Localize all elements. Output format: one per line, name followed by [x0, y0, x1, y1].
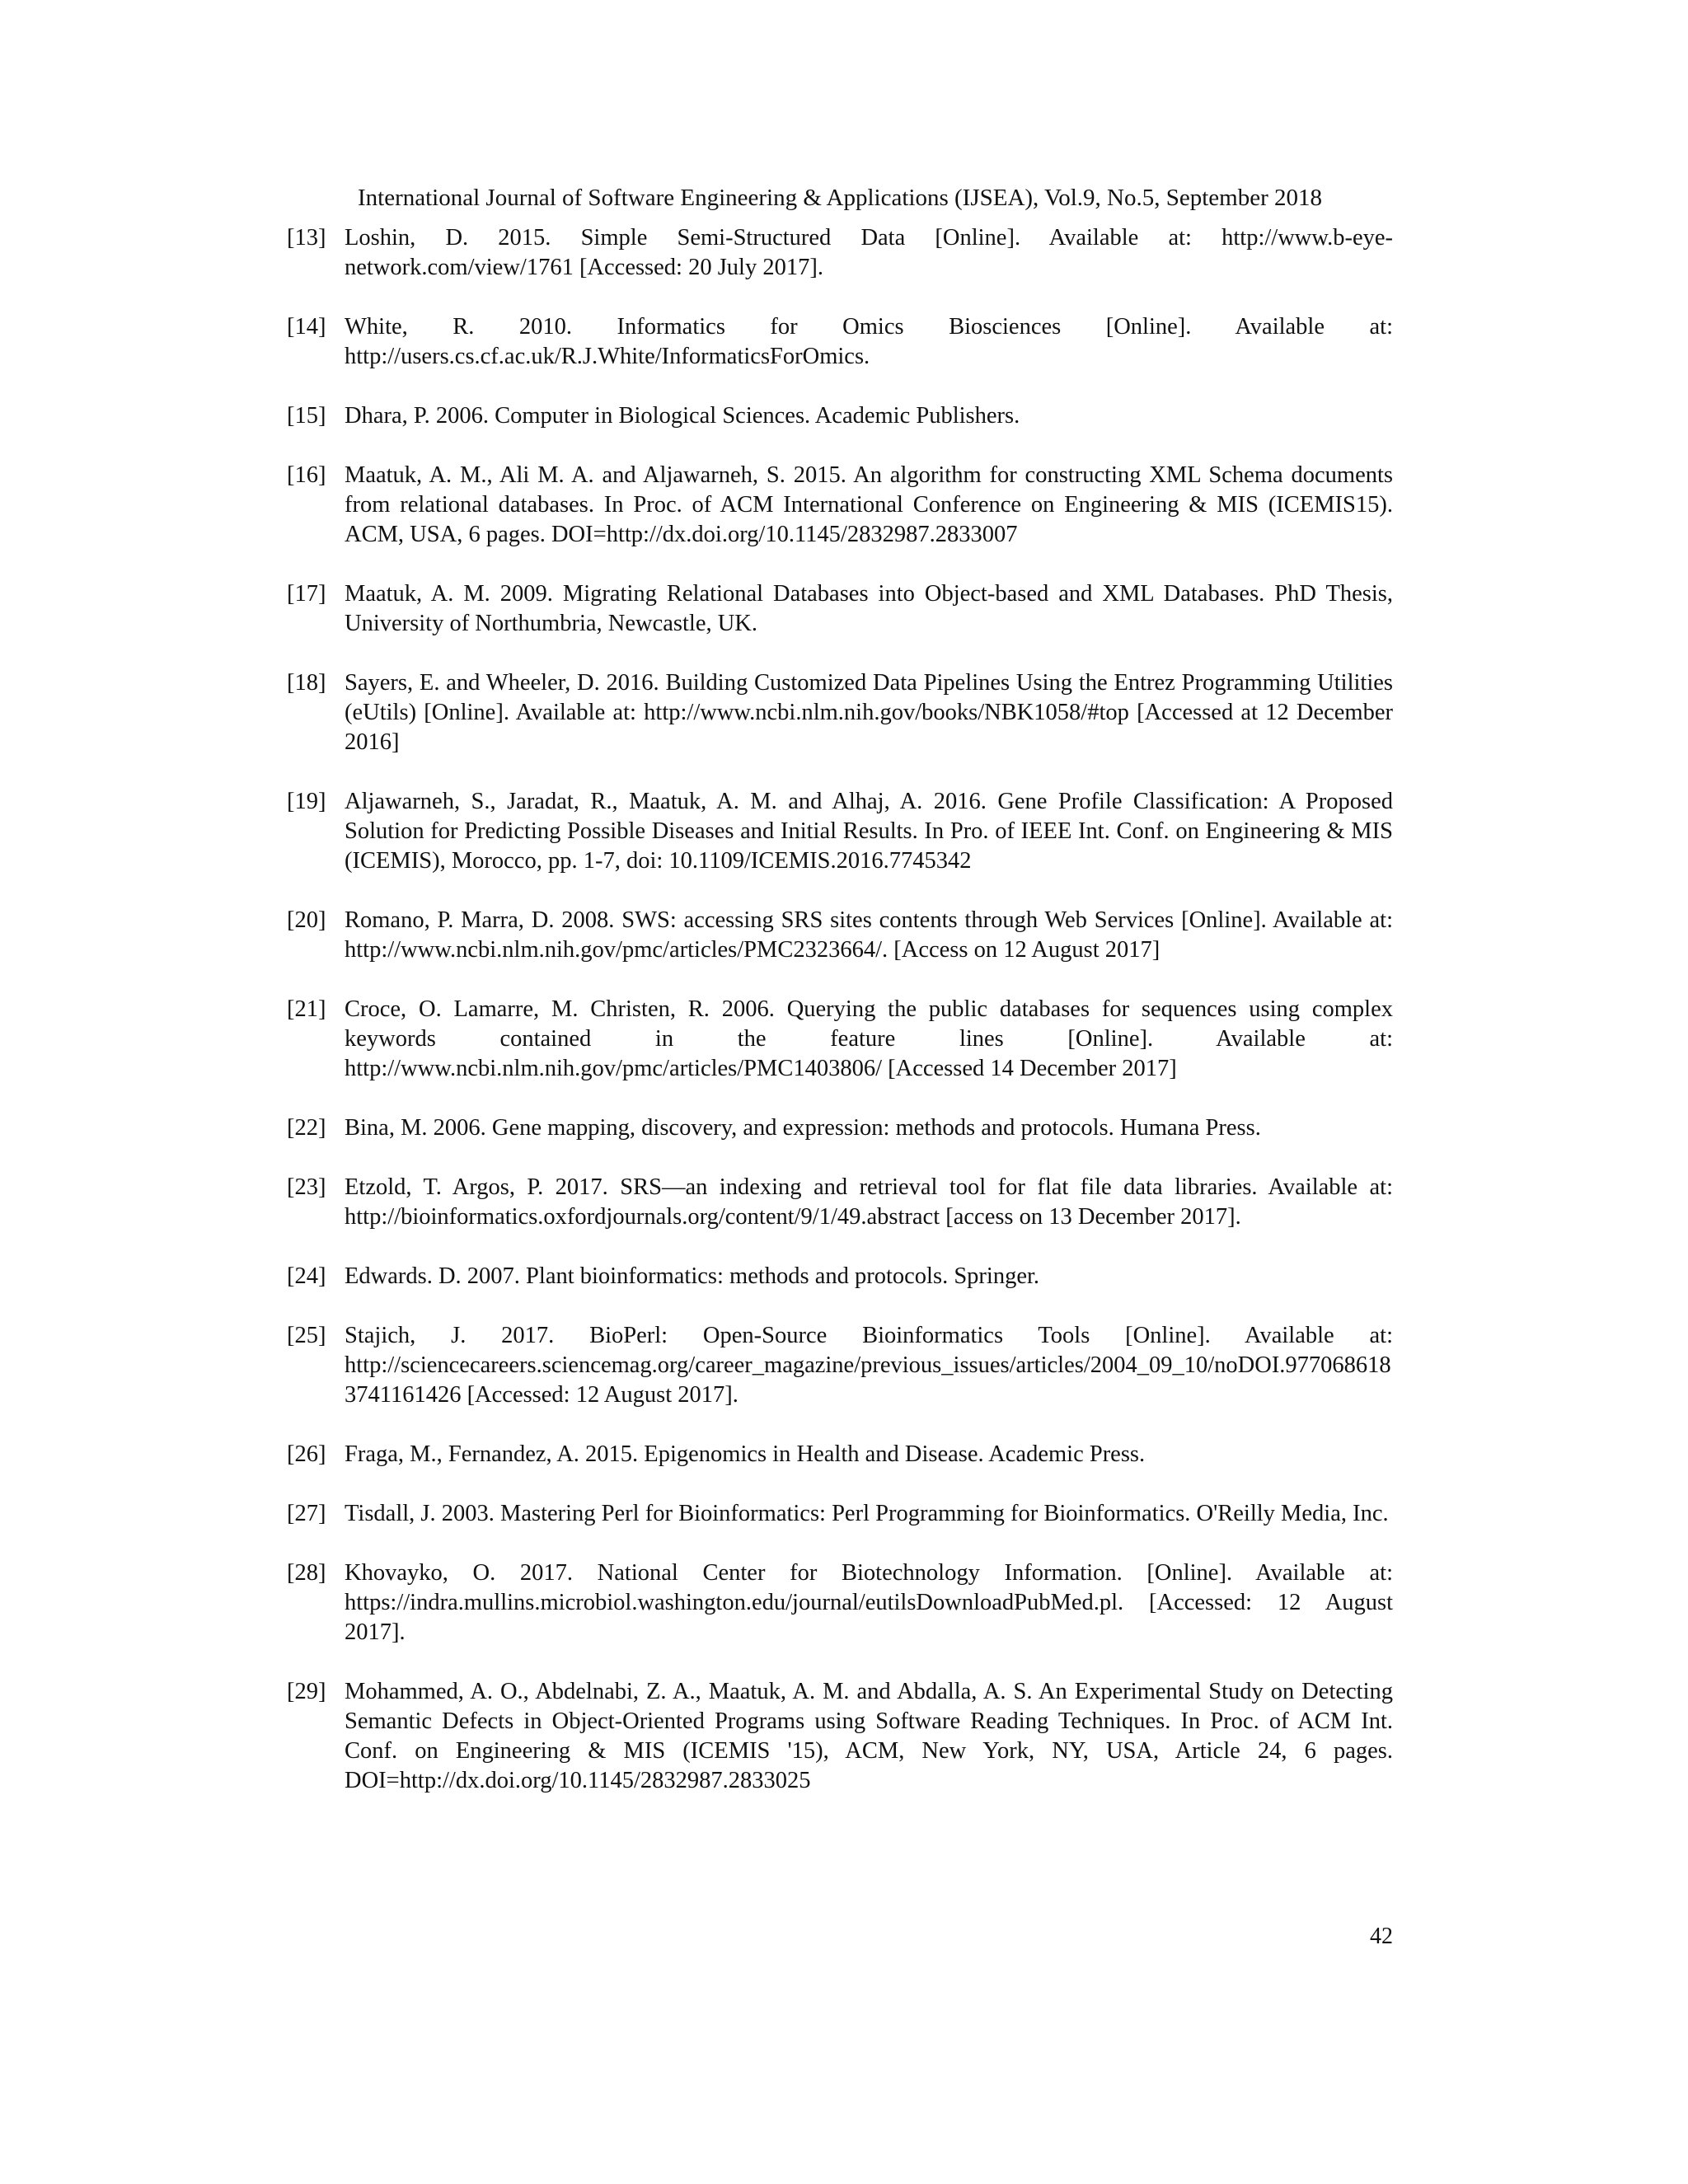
reference-text: Etzold, T. Argos, P. 2017. SRS—an indexing and retrieval tool for flat file data libraries. Available at: http://bioinformatics.oxfordjournals.org/content/9/1/49.abstract [access on 13 December 2017]. [345, 1174, 1393, 1230]
reference-number: [13] [287, 225, 326, 251]
reference-item [287, 668, 1393, 757]
reference-item [287, 1321, 1393, 1410]
reference-number: [19] [287, 789, 326, 814]
reference-number: [16] [287, 462, 326, 488]
reference-text: Aljawarneh, S., Jaradat, R., Maatuk, A. M. and Alhaj, A. 2016. Gene Profile Classification: A Proposed Solution for Predicting Possible Diseases and Initial Results. In Pro. of IEEE Int. Conf. on Engineering & MIS (ICEMIS), Morocco, pp. 1-7, doi: 10.1109/ICEMIS.2016.7745342 [345, 789, 1393, 874]
reference-item [287, 787, 1393, 876]
reference-item [287, 461, 1393, 550]
reference-number: [29] [287, 1679, 326, 1704]
reference-item [287, 223, 1393, 283]
reference-item [287, 906, 1393, 965]
reference-number: [18] [287, 670, 326, 696]
reference-number: [20] [287, 907, 326, 933]
reference-list [287, 223, 1393, 1825]
reference-number: [17] [287, 581, 326, 607]
reference-item [287, 579, 1393, 639]
reference-text: Tisdall, J. 2003. Mastering Perl for Bioinformatics: Perl Programming for Bioinformatics. O'Reilly Media, Inc. [345, 1501, 1389, 1526]
reference-number: [21] [287, 996, 326, 1022]
reference-item [287, 1262, 1393, 1291]
reference-number: [27] [287, 1501, 326, 1526]
running-header: International Journal of Software Engineering & Applications (IJSEA), Vol.9, No.5, September 2018 [358, 185, 1322, 211]
reference-number: [26] [287, 1441, 326, 1467]
reference-text: Croce, O. Lamarre, M. Christen, R. 2006. Querying the public databases for sequences using complex keywords contained in the feature lines [Online]. Available at: http://www.ncbi.nlm.nih.gov/pmc/articles/PMC1403806/ [Accessed 14 December 2017] [345, 996, 1393, 1081]
reference-item [287, 1440, 1393, 1469]
reference-text: Maatuk, A. M., Ali M. A. and Aljawarneh, S. 2015. An algorithm for constructing XML Schema documents from relational databases. In Proc. of ACM International Conference on Engineering & MIS (ICEMIS15). ACM, USA, 6 pages. DOI=http://dx.doi.org/10.1145/2832987.2833007 [345, 462, 1393, 547]
reference-number: [15] [287, 403, 326, 429]
reference-text: Sayers, E. and Wheeler, D. 2016. Building Customized Data Pipelines Using the Entrez Programming Utilities (eUtils) [Online]. Available at: http://www.ncbi.nlm.nih.gov/books/NBK1058/#top [Accessed at 12 December 2016] [345, 670, 1393, 755]
reference-number: [14] [287, 314, 326, 340]
reference-item [287, 401, 1393, 431]
reference-text: Dhara, P. 2006. Computer in Biological Sciences. Academic Publishers. [345, 403, 1020, 429]
reference-text: Edwards. D. 2007. Plant bioinformatics: methods and protocols. Springer. [345, 1263, 1040, 1289]
reference-text: White, R. 2010. Informatics for Omics Biosciences [Online]. Available at: http://users.cs.cf.ac.uk/R.J.White/InformaticsForOmics. [345, 314, 1393, 369]
reference-number: [23] [287, 1174, 326, 1200]
reference-text: Mohammed, A. O., Abdelnabi, Z. A., Maatuk, A. M. and Abdalla, A. S. An Experimental Study on Detecting Semantic Defects in Object-Oriented Programs using Software Reading Techniques. In Proc. of ACM Int. Conf. on Engineering & MIS (ICEMIS '15), ACM, New York, NY, USA, Article 24, 6 pages. DOI=http://dx.doi.org/10.1145/2832987.2833025 [345, 1679, 1393, 1793]
reference-text: Romano, P. Marra, D. 2008. SWS: accessing SRS sites contents through Web Services [Online]. Available at: http://www.ncbi.nlm.nih.gov/pmc/articles/PMC2323664/. [Access on 12 August 2017] [345, 907, 1393, 963]
reference-number: [24] [287, 1263, 326, 1289]
reference-text: Bina, M. 2006. Gene mapping, discovery, and expression: methods and protocols. Humana Press. [345, 1115, 1261, 1141]
reference-text: Fraga, M., Fernandez, A. 2015. Epigenomics in Health and Disease. Academic Press. [345, 1441, 1146, 1467]
reference-item [287, 1558, 1393, 1647]
reference-item [287, 1677, 1393, 1796]
page-number: 42 [1370, 1924, 1393, 1949]
reference-text: Stajich, J. 2017. BioPerl: Open-Source Bioinformatics Tools [Online]. Available at: http://sciencecareers.sciencemag.org/career_magazine/previous_issues/articles/2004_09_10/noDOI.9770686183741161426 [Accessed: 12 August 2017]. [345, 1323, 1393, 1408]
reference-text: Maatuk, A. M. 2009. Migrating Relational Databases into Object-based and XML Databases. PhD Thesis, University of Northumbria, Newcastle, UK. [345, 581, 1393, 636]
reference-number: [28] [287, 1560, 326, 1586]
reference-number: [22] [287, 1115, 326, 1141]
reference-item [287, 995, 1393, 1084]
reference-item [287, 1499, 1393, 1529]
reference-item [287, 1173, 1393, 1232]
reference-item [287, 1113, 1393, 1143]
reference-number: [25] [287, 1323, 326, 1348]
reference-item [287, 312, 1393, 372]
reference-text: Khovayko, O. 2017. National Center for Biotechnology Information. [Online]. Available at: https://indra.mullins.microbiol.washington.edu/journal/eutilsDownloadPubMed.pl. [Accessed: 12 August 2017]. [345, 1560, 1393, 1645]
reference-text: Loshin, D. 2015. Simple Semi-Structured Data [Online]. Available at: http://www.b-eye-network.com/view/1761 [Accessed: 20 July 2017]. [345, 225, 1393, 280]
